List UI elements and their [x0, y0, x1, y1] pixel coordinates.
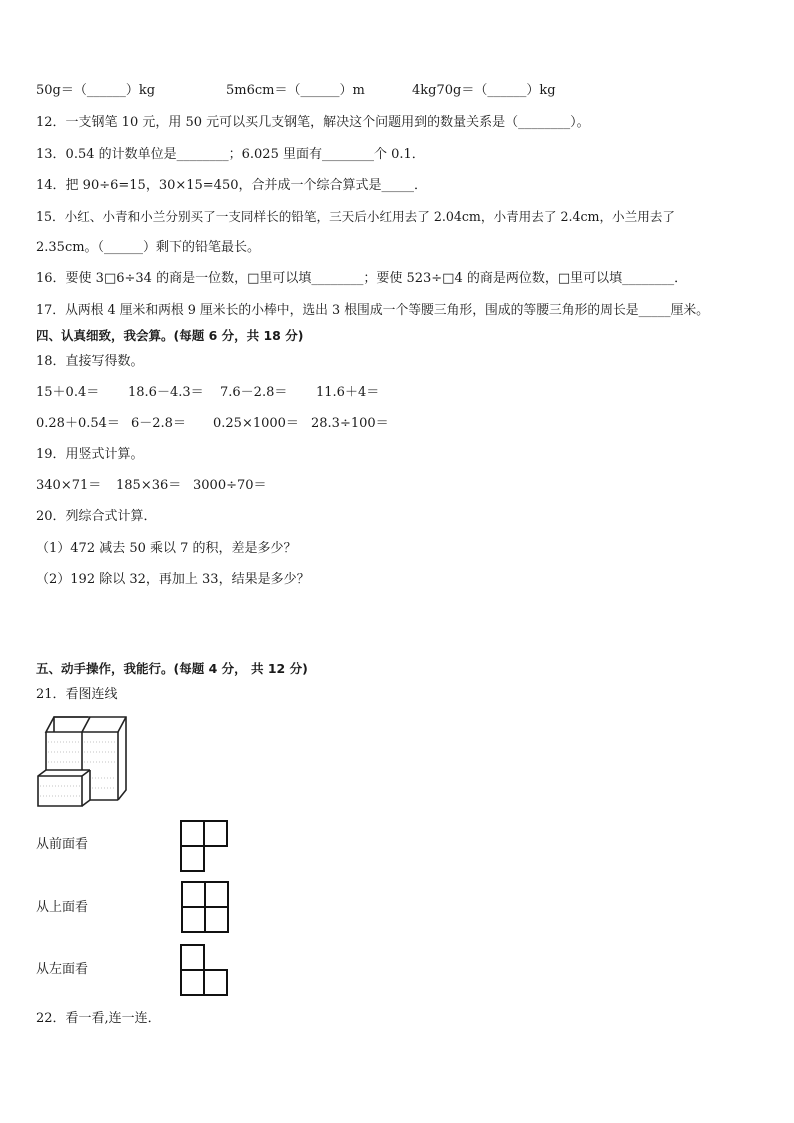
- question-22: 22．看一看,连一连．: [36, 1011, 161, 1026]
- question-19-title: 19．用竖式计算。: [36, 447, 144, 462]
- view-shape-a: [180, 820, 228, 872]
- q18-item: 18.6－4.3＝: [128, 385, 204, 400]
- q19-item: 3000÷70＝: [193, 478, 267, 493]
- q18-item: 15＋0.4＝: [36, 385, 100, 400]
- section-5-heading: 五、动手操作，我能行。(每题 4 分， 共 12 分): [36, 661, 308, 676]
- question-16: 16．要使 3□6÷34 的商是一位数，□里可以填________；要使 523÷□4 的商是两位数，□里可以填________．: [36, 271, 688, 286]
- question-18-title: 18．直接写得数。: [36, 354, 144, 369]
- q18-item: 0.25×1000＝: [213, 416, 299, 431]
- q11-item-3: 4kg70g＝（______）kg: [412, 83, 556, 98]
- question-20-part-1: （1）472 减去 50 乘以 7 的积，差是多少？: [36, 541, 297, 556]
- question-21-title: 21．看图连线: [36, 687, 118, 702]
- q18-item: 6－2.8＝: [131, 416, 186, 431]
- view-label-front: 从前面看: [36, 837, 89, 852]
- q19-item: 340×71＝: [36, 478, 102, 493]
- q11-item-2: 5m6cm＝（______）m: [226, 83, 365, 98]
- q19-item: 185×36＝: [116, 478, 182, 493]
- question-15-line-1: 15．小红、小青和小兰分别买了一支同样长的铅笔，三天后小红用去了 2.04cm，小青用去了 2.4cm，小兰用去了: [36, 209, 676, 224]
- view-label-left: 从左面看: [36, 962, 89, 977]
- question-13: 13．0.54 的计数单位是________；6.025 里面有________个 0.1．: [36, 147, 425, 162]
- question-20-part-2: （2）192 除以 32，再加上 33，结果是多少？: [36, 572, 310, 587]
- cube-solid-figure: [36, 712, 132, 812]
- view-label-top: 从上面看: [36, 900, 89, 915]
- view-shape-c: [180, 944, 228, 996]
- section-4-heading: 四、认真细致，我会算。(每题 6 分，共 18 分): [36, 328, 304, 343]
- question-15-line-2: 2.35cm。（______）剩下的铅笔最长。: [36, 240, 261, 255]
- question-17: 17．从两根 4 厘米和两根 9 厘米长的小棒中，选出 3 根围成一个等腰三角形，围成的等腰三角形的周长是_____厘米。: [36, 303, 709, 318]
- q18-item: 0.28＋0.54＝: [36, 416, 120, 431]
- q18-item: 28.3÷100＝: [311, 416, 389, 431]
- question-12: 12．一支钢笔 10 元，用 50 元可以买几支钢笔，解决这个问题用到的数量关系是（________）。: [36, 115, 590, 130]
- q18-item: 11.6＋4＝: [316, 385, 380, 400]
- q11-item-1: 50g＝（______）kg: [36, 83, 156, 98]
- question-20-title: 20．列综合式计算．: [36, 509, 157, 524]
- view-shape-b: [181, 881, 229, 933]
- question-14: 14．把 90÷6=15，30×15=450，合并成一个综合算式是_____．: [36, 178, 427, 193]
- q18-item: 7.6－2.8＝: [220, 385, 288, 400]
